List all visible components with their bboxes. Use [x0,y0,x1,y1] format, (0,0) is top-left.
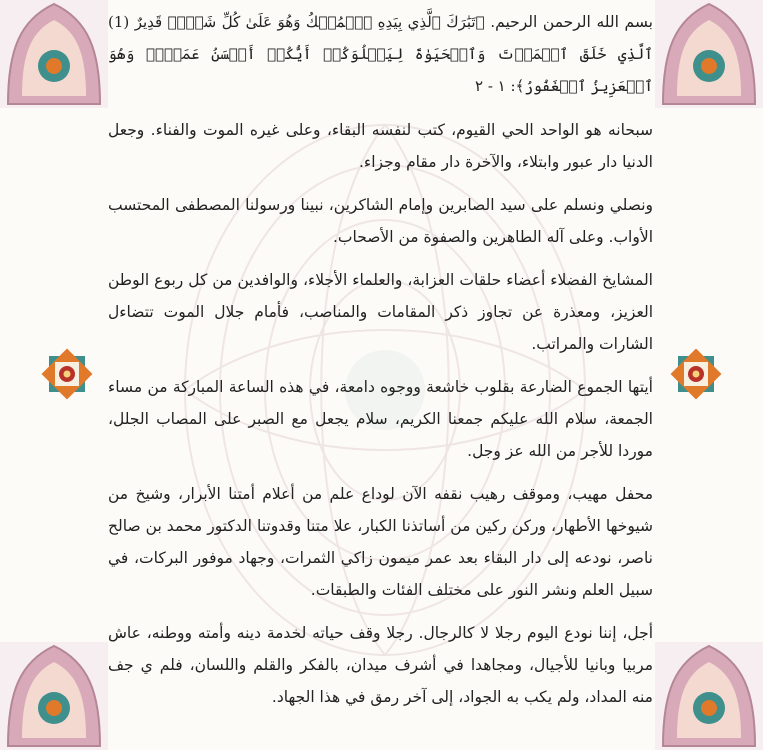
document-body [108,6,653,724]
opening-paragraph [108,6,653,102]
paragraph: سبحانه هو الواحد الحي القيوم، كتب لنفسه البقاء، وعلى غيره الموت والفناء. وجعل الدنيا دار عبور وابتلاء، والآخرة دار مقام وجزاء. [108,121,653,171]
star-ornament [36,343,98,405]
corner-ornament [0,642,108,750]
paragraph: المشايخ الفضلاء أعضاء حلقات العزابة، والعلماء الأجلاء، والوافدين من كل ربوع الوطن العزيز، ومعذرة عن تجاوز ذكر المقامات والمناصب، فأمام جلال الموت تتضاءل الشارات والمراتب. [108,271,653,353]
basmala: بسم الله الرحمن الرحيم. [490,13,653,31]
paragraph: ونصلي ونسلم على سيد الصابرين وإمام الشاكرين، نبينا ورسولنا المصطفى المحتسب الأواب. وعلى آله الطاهرين والصفوة من الأصحاب. [108,196,653,246]
paragraph: أيتها الجموع الضارعة بقلوب خاشعة ووجوه دامعة، في هذه الساعة المباركة من مساء الجمعة، سلام الله عليكم جمعنا الكريم، سلام يجعل مع الصبر على المصاب الجلل، موردا للأجر من الله عز وجل. [108,378,653,460]
quran-verse: ﴿تَبَٰرَكَ ٱلَّذِي بِيَدِهِ ٱلۡمُلۡكُ وَهُوَ عَلَىٰ كُلِّ شَيۡءٖ قَدِيرٌ (1) ٱلَّذِي خَلَقَ ٱلۡمَوۡتَ وَٱلۡحَيَوٰةَ لِيَبۡلُوَكُمۡ أَيُّكُمۡ أَحۡسَنُ عَمَلٗاۚ وَهُوَ ٱلۡعَزِيزُ ٱلۡغَفُورُ﴾: ١ - ٢ [108,13,653,95]
corner-ornament [655,0,763,108]
corner-ornament [655,642,763,750]
paragraph: أجل، إننا نودع اليوم رجلا لا كالرجال. رجلا وقف حياته لخدمة دينه وأمته ووطنه، عاش مربيا وبانيا للأجيال، ومجاهدا في أشرف ميدان، بالفكر والقلم واللسان، فلم ي جف منه المداد، ولم يكب به الجواد، إلى آخر رمق في هذا الجهاد. [108,624,653,706]
star-ornament [665,343,727,405]
paragraph: محفل مهيب، وموقف رهيب نقفه الآن لوداع علم من أعلام أمتنا الأبرار، وشيخ من شيوخها الأطهار، وركن ركين من أساتذنا الكبار، علا متنا وقدوتنا الدكتور محمد بن صالح ناصر، نودعه إلى دار البقاء بعد عمر ميمون زاكي الثمرات، وجهاد موفور البركات، في سبيل العلم ونشر النور على مختلف الفئات والطبقات. [108,485,653,599]
corner-ornament [0,0,108,108]
